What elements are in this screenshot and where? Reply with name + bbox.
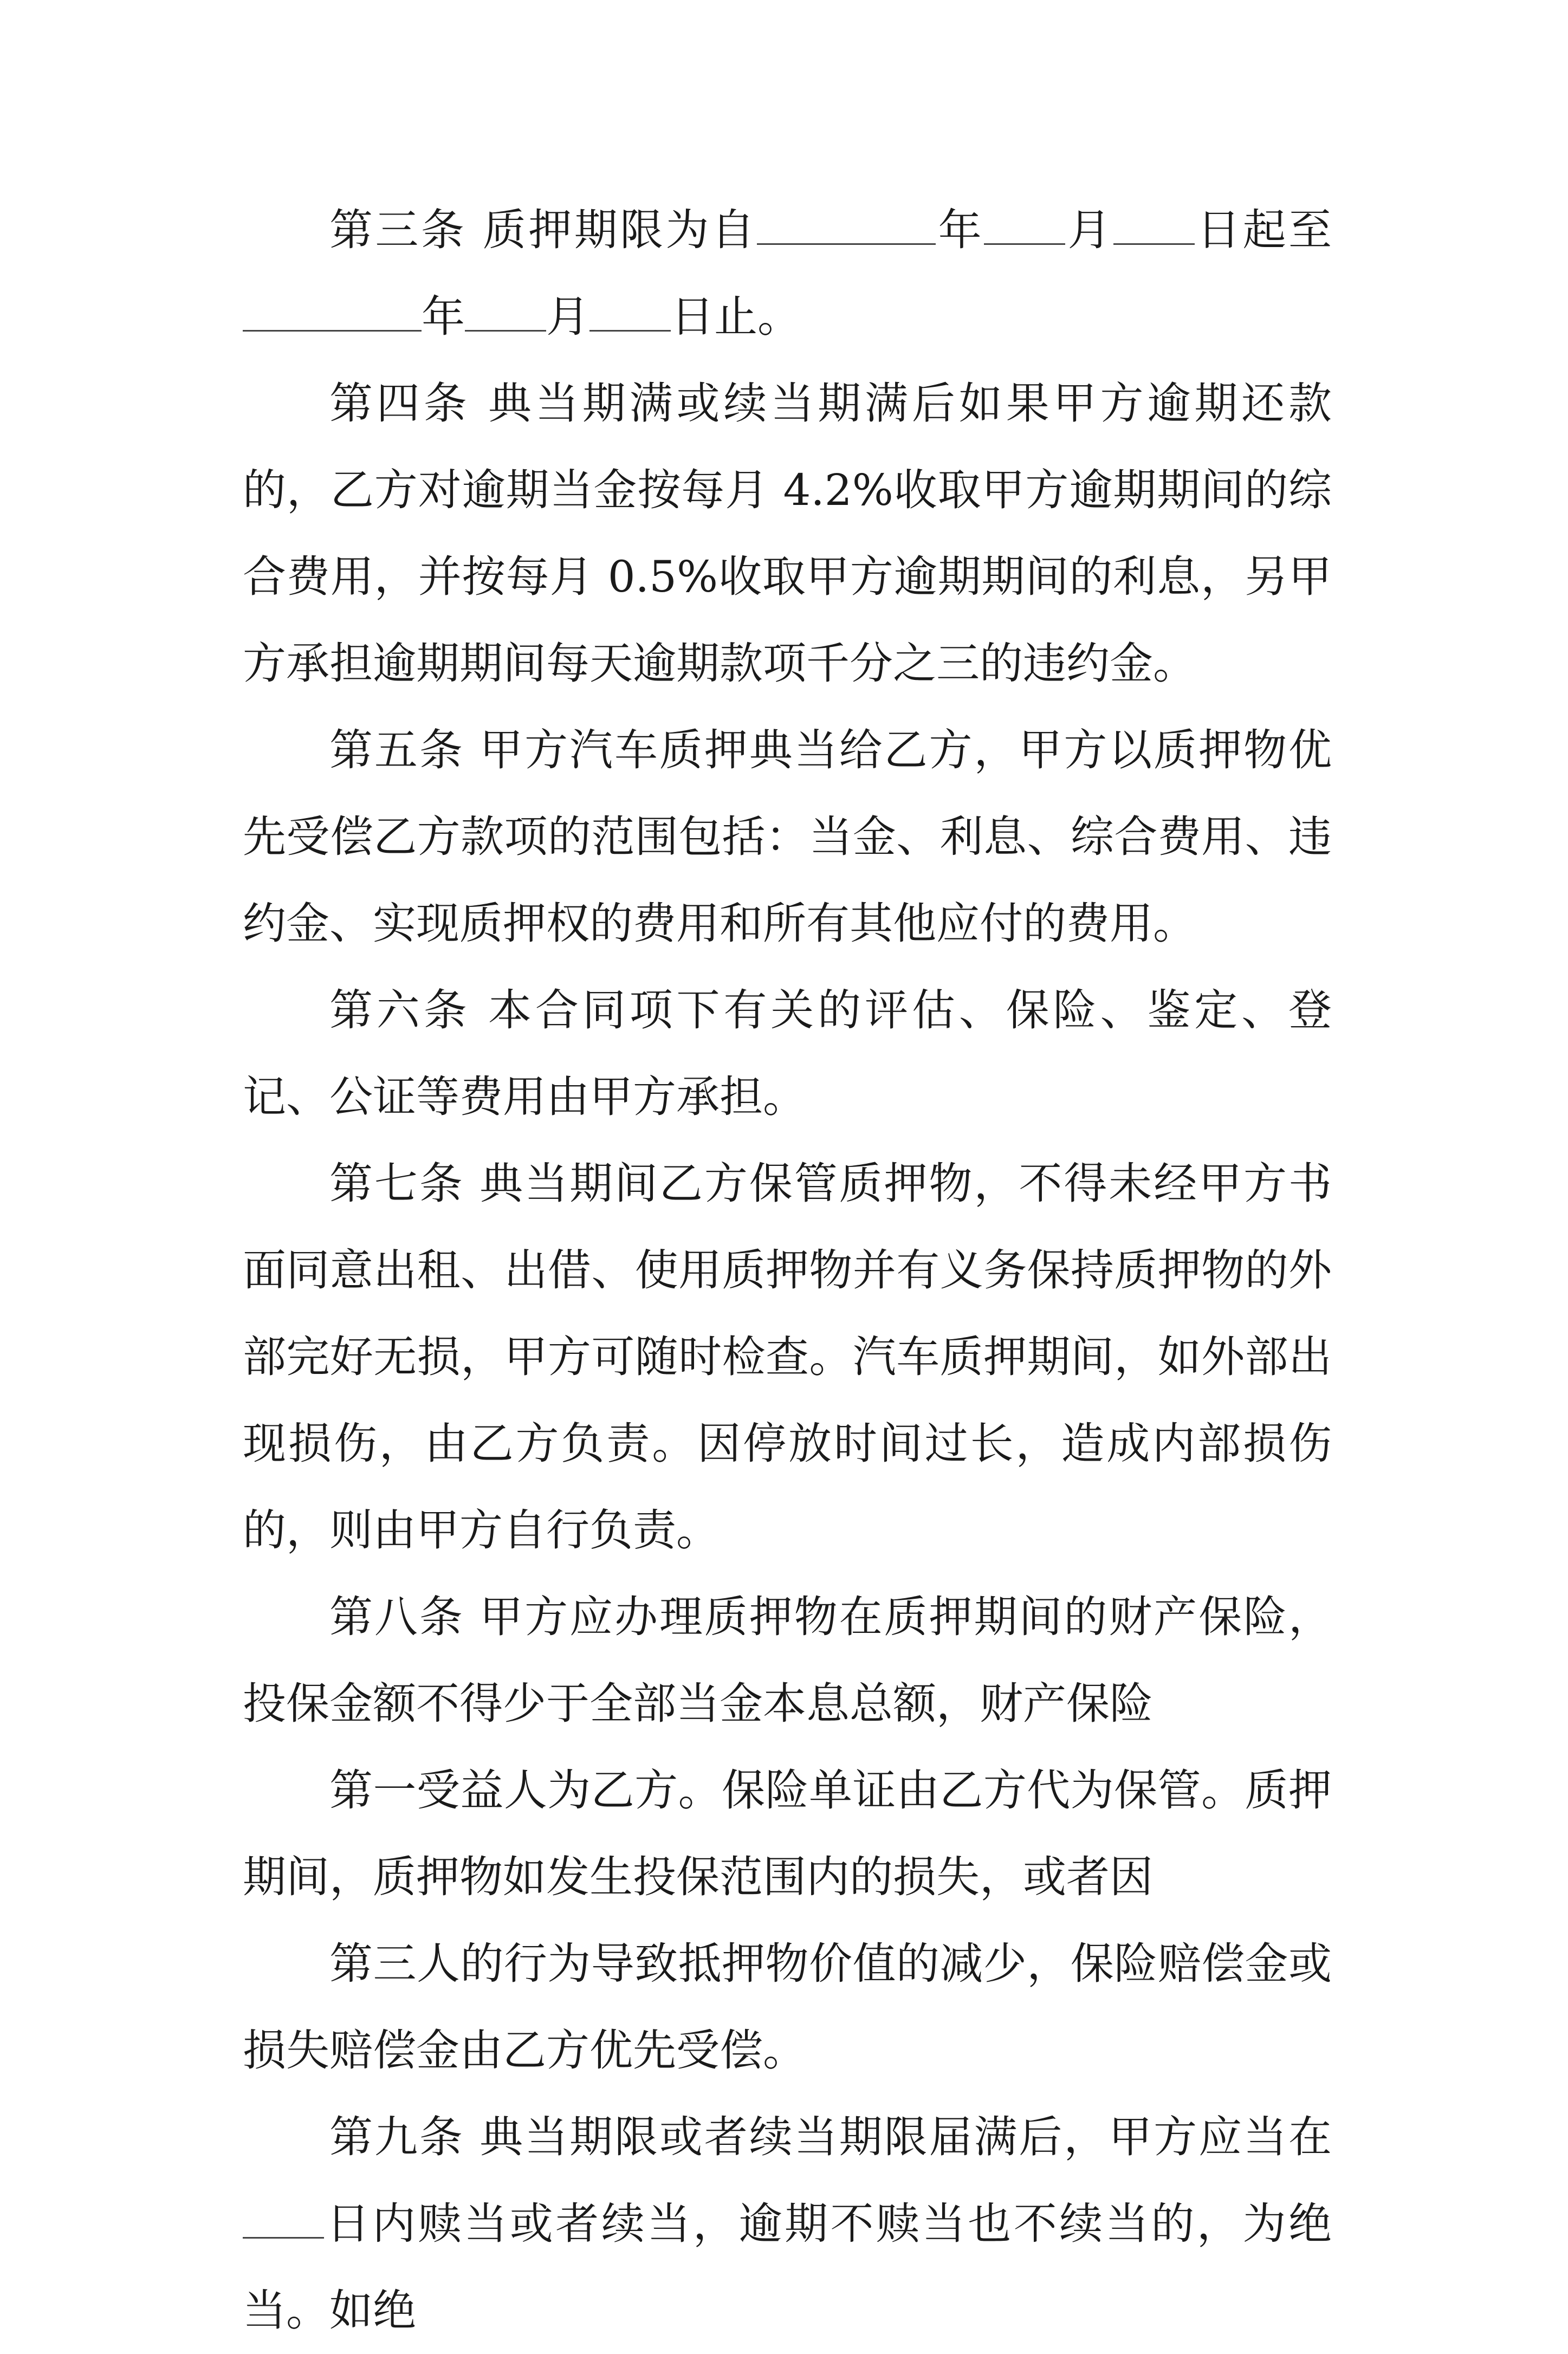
paragraph-text: 月	[546, 291, 589, 342]
paragraph-text: 年	[422, 291, 465, 342]
fill-in-blank[interactable]	[465, 289, 546, 332]
paragraph-text: 第九条 典当期限或者续当期限届满后，甲方应当在	[329, 2112, 1332, 2162]
paragraph-text: 第四条 典当期满或续当期满后如果甲方逾期还款的，乙方对逾期当金按每月 4.2%收取甲方逾期期间的综合费用，并按每月 0.5%收取甲方逾期期间的利息，另甲方承担逾期期间每天逾期款项千分之三的违约金。	[243, 378, 1332, 689]
paragraph-article-7	[243, 1140, 1332, 1574]
fill-in-blank[interactable]	[984, 202, 1065, 245]
paragraph-text: 第五条 甲方汽车质押典当给乙方，甲方以质押物优先受偿乙方款项的范围包括：当金、利息、综合费用、违约金、实现质押权的费用和所有其他应付的费用。	[243, 725, 1332, 949]
fill-in-blank[interactable]	[757, 202, 936, 245]
paragraph-text: 第七条 典当期间乙方保管质押物，不得未经甲方书面同意出租、出借、使用质押物并有义务保持质押物的外部完好无损，甲方可随时检查。汽车质押期间，如外部出现损伤，由乙方负责。因停放时间过长，造成内部损伤的，则由甲方自行负责。	[243, 1158, 1332, 1555]
paragraph-text: 月	[1065, 205, 1113, 255]
paragraph-article-9	[243, 2094, 1332, 2354]
paragraph-text: 第一受益人为乙方。保险单证由乙方代为保管。质押期间，质押物如发生投保范围内的损失，或者因	[243, 1765, 1332, 1902]
paragraph-article-8	[243, 1574, 1332, 1747]
paragraph-article-8-cont-2	[243, 1921, 1332, 2094]
paragraph-text: 年	[936, 205, 984, 255]
paragraph-article-5	[243, 707, 1332, 967]
paragraph-text: 第三人的行为导致抵押物价值的减少，保险赔偿金或损失赔偿金由乙方优先受偿。	[243, 1938, 1332, 2076]
document-body	[243, 187, 1332, 2354]
paragraph-article-8-cont-1	[243, 1747, 1332, 1921]
fill-in-blank[interactable]	[243, 289, 422, 332]
paragraph-text: 第三条 质押期限为自	[329, 205, 757, 255]
paragraph-text: 日起至	[1194, 205, 1332, 255]
paragraph-text: 第八条 甲方应办理质押物在质押期间的财产保险，投保金额不得少于全部当金本息总额，财产保险	[243, 1592, 1332, 1729]
paragraph-article-3	[243, 187, 1332, 360]
paragraph-text: 第六条 本合同项下有关的评估、保险、鉴定、登记、公证等费用由甲方承担。	[243, 985, 1332, 1122]
paragraph-article-4	[243, 360, 1332, 707]
paragraph-text: 日止。	[671, 291, 801, 342]
fill-in-blank[interactable]	[589, 289, 671, 332]
paragraph-article-6	[243, 967, 1332, 1140]
fill-in-blank[interactable]	[1113, 202, 1195, 245]
paragraph-text: 日内赎当或者续当，逾期不赎当也不续当的，为绝当。如绝	[243, 2199, 1332, 2336]
